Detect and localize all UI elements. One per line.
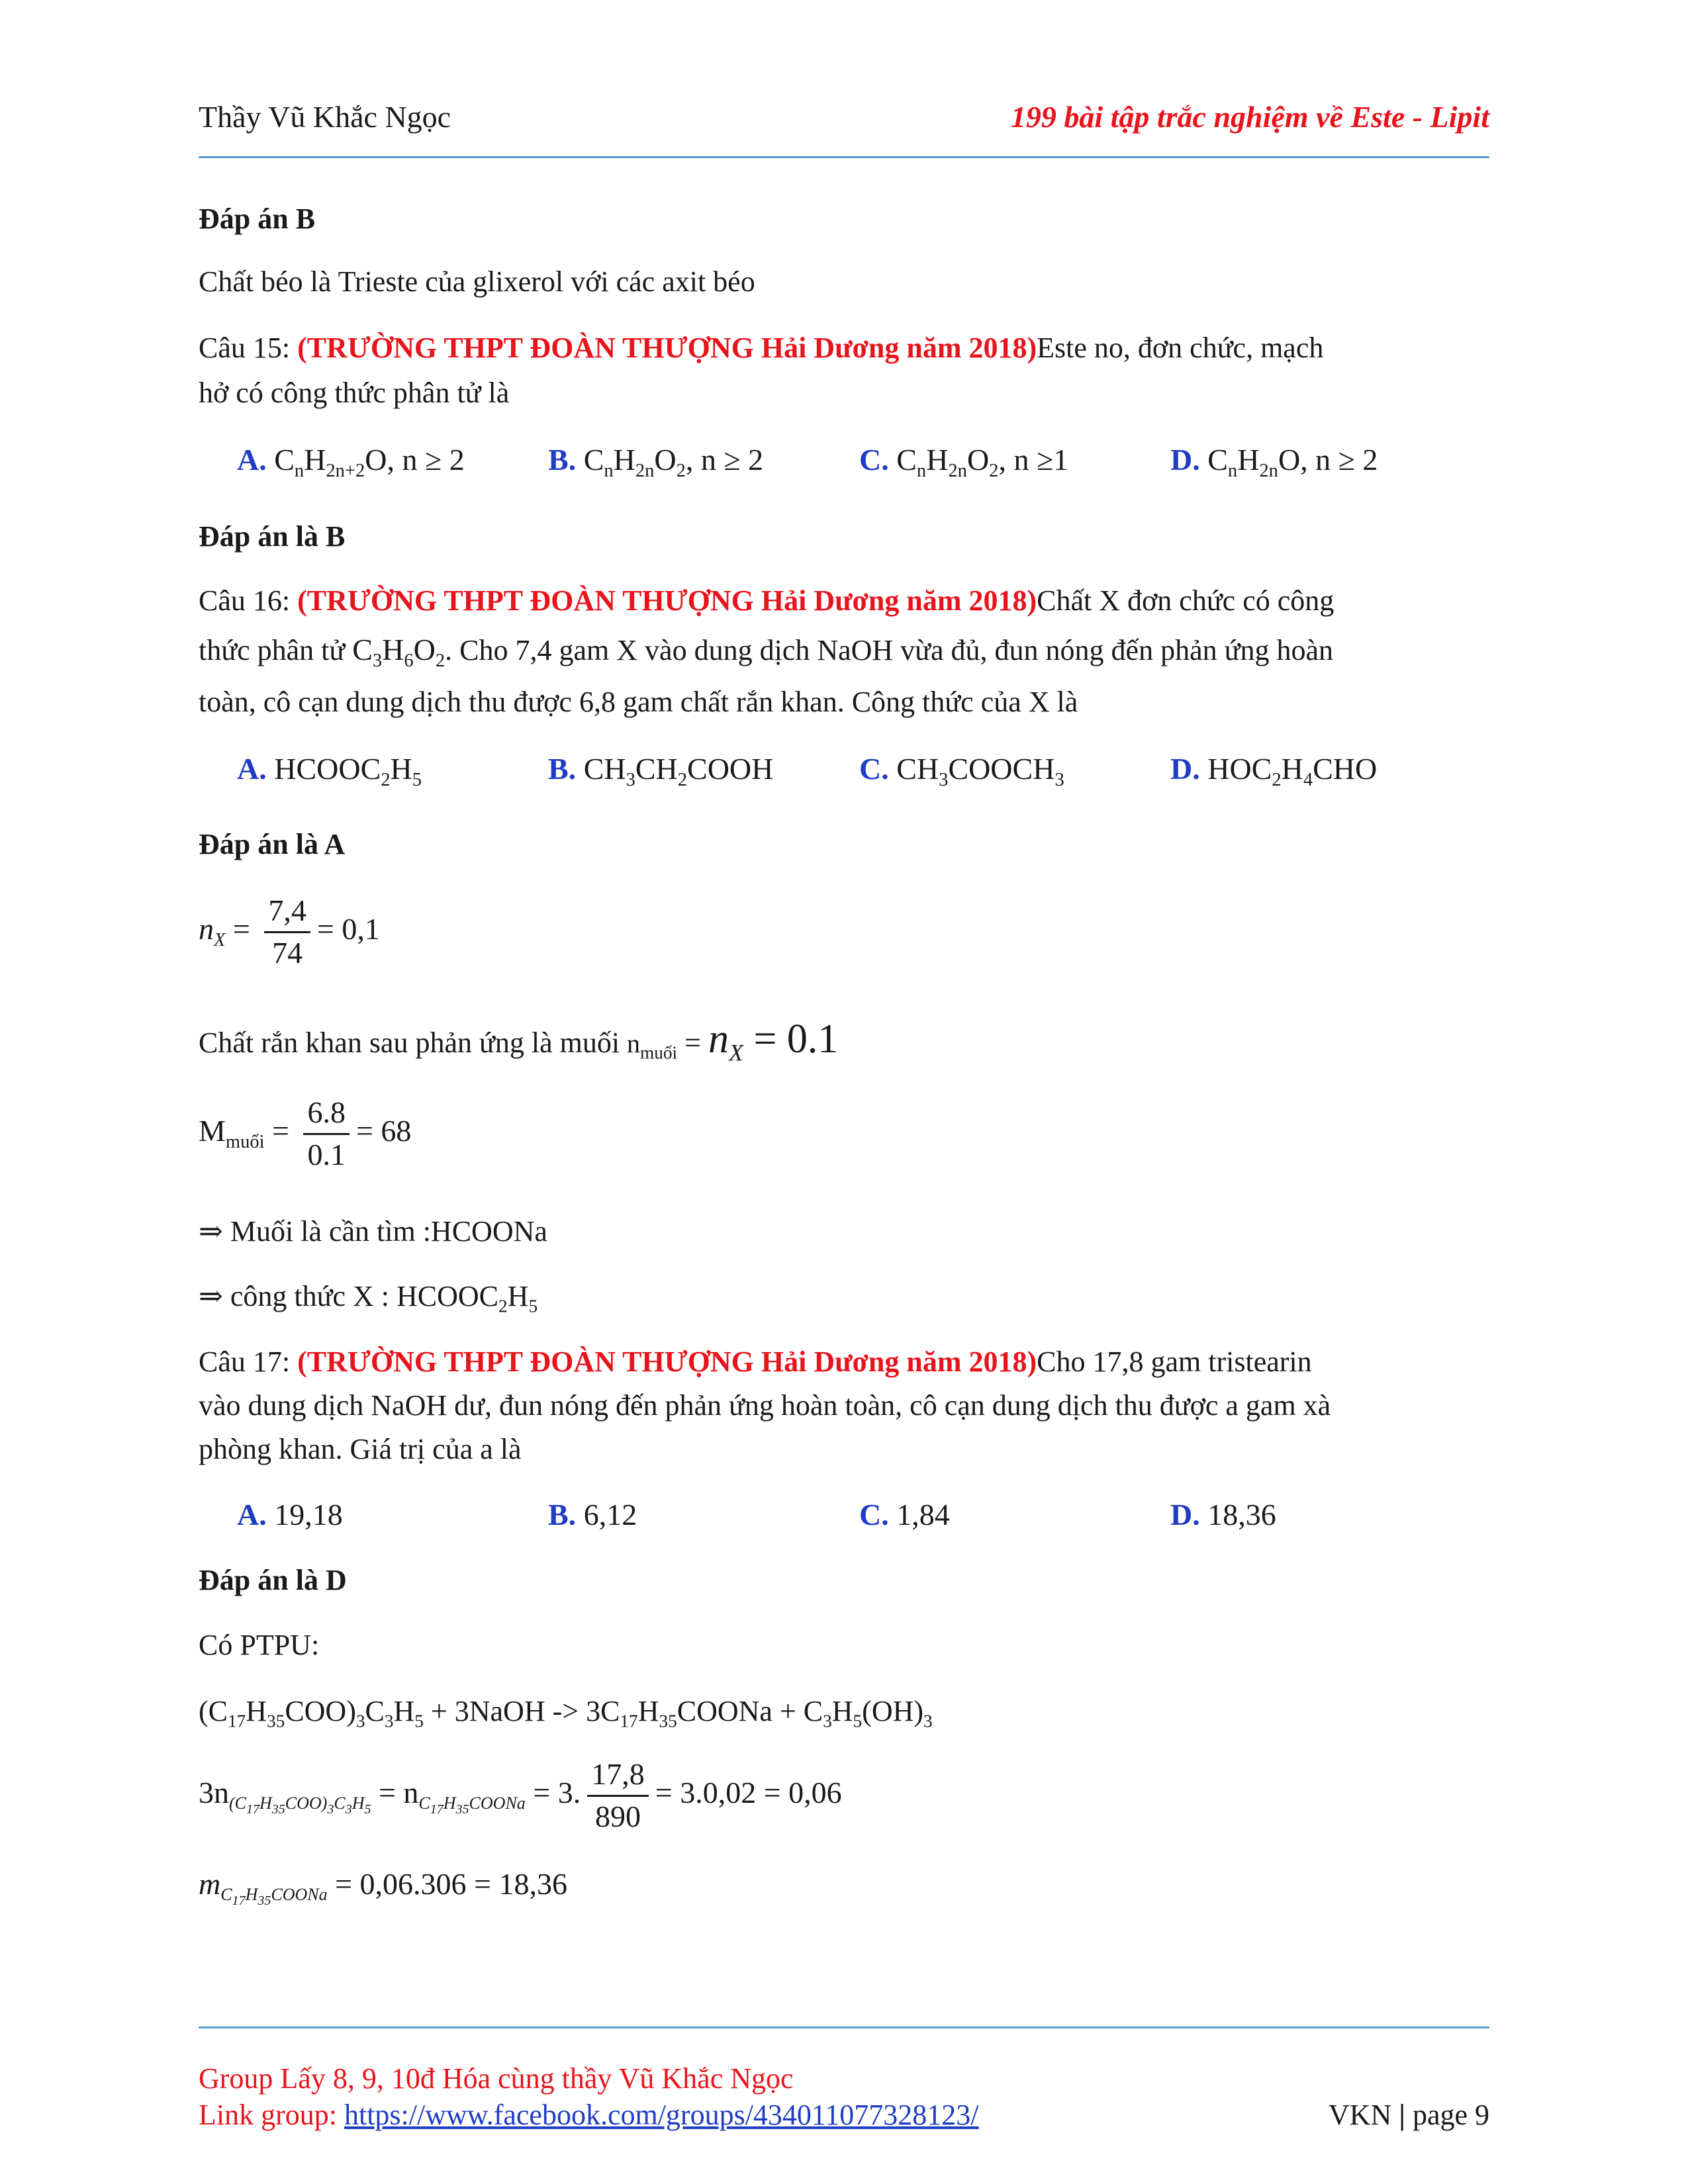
footer-link-line: Link group: https://www.facebook.com/groups/434011077328123/ (199, 2099, 979, 2131)
page-number: page 9 (1412, 2099, 1489, 2131)
question-15 (199, 331, 1323, 365)
question-text: Chất X đơn chức có công (1037, 584, 1335, 617)
conclusion-2: ⇒ công thức X : $HCOOC_2H_5$ (199, 1280, 538, 1316)
option-15-a[interactable]: A. $C_nH_{2n+2}O$, n ≥ 2 (237, 443, 465, 481)
option-17-c[interactable]: C. 1,84 (859, 1498, 950, 1531)
option-16-c[interactable]: C. $CH_3COOCH_3$ (859, 752, 1064, 790)
reaction-equation: $(C_{17}H_{35}COO)_3C_3H_5$ + 3NaOH -> $3C_{17}H_{35}COONa + C_3H_5(OH)_3$ (199, 1695, 933, 1731)
question-label: Câu 15: (199, 332, 298, 364)
option-16-d[interactable]: D. $HOC_2H_4CHO$ (1170, 752, 1378, 790)
question-16-line2: thức phân tử $C_3H_6O_2$. Cho 7,4 gam X vào dung dịch NaOH vừa đủ, đun nóng đến phản ứng hoàn (199, 633, 1333, 671)
answer-14: Đáp án B (199, 203, 316, 235)
ptpu-label: Có PTPU: (199, 1629, 320, 1661)
salt-line: Chất rắn khan sau phản ứng là muối $n_{muối} = n_X = 0.1$ (199, 1017, 839, 1066)
answer-16: Đáp án là A (199, 828, 346, 860)
question-17-line2: vào dung dịch NaOH dư, đun nóng đến phản ứng hoàn toàn, cô cạn dung dịch thu được a gam xà (199, 1389, 1331, 1422)
option-17-b[interactable]: B. 6,12 (548, 1498, 637, 1531)
question-source: (TRƯỜNG THPT ĐOÀN THƯỢNG Hải Dương năm 2018) (297, 1345, 1037, 1378)
footer-group: Group Lấy 8, 9, 10đ Hóa cùng thầy Vũ Khắc Ngọc (199, 2062, 794, 2095)
option-15-d[interactable]: D. $C_nH_{2n}O$, n ≥ 2 (1170, 443, 1378, 481)
header-author: Thầy Vũ Khắc Ngọc (199, 100, 451, 134)
question-16-line3: toàn, cô cạn dung dịch thu được 6,8 gam chất rắn khan. Công thức của X là (199, 686, 1078, 718)
question-text: Este no, đơn chức, mạch (1037, 332, 1324, 364)
header-divider (199, 156, 1489, 158)
equation-m-soap: $m_{C_{17}H_{35}COONa} = 0,06.306 = 18,36$ (199, 1867, 567, 1909)
option-16-b[interactable]: B. $CH_3CH_2COOH$ (548, 752, 774, 790)
explain-14: Chất béo là Trieste của glixerol với các axit béo (199, 265, 755, 298)
question-source: (TRƯỜNG THPT ĐOÀN THƯỢNG Hải Dương năm 2018) (297, 332, 1037, 364)
option-16-a[interactable]: A. $HCOOC_2H_5$ (237, 752, 422, 790)
question-17 (199, 1345, 1312, 1379)
option-15-b[interactable]: B. $C_nH_{2n}O_2$, n ≥ 2 (548, 443, 764, 481)
conclusion-1: ⇒ Muối là cần tìm :HCOONa (199, 1215, 547, 1248)
option-17-a[interactable]: A. 19,18 (237, 1498, 343, 1531)
question-source: (TRƯỜNG THPT ĐOÀN THƯỢNG Hải Dương năm 2018) (297, 584, 1037, 617)
answer-15: Đáp án là B (199, 520, 346, 553)
group-link[interactable]: https://www.facebook.com/groups/434011077328123/ (344, 2099, 979, 2131)
equation-m: $M_{muối}$ = $\frac{6.8}{0.1}$ = 68 (199, 1095, 412, 1171)
equation-3n: $3n_{(C_{17}H_{35}COO)_3C_3H_5} = n_{C_{17}H_{35}COONa} = 3$. $\frac{17,8}{890}$ = 3.0,02 = 0,06 (199, 1757, 842, 1833)
answer-17: Đáp án là D (199, 1564, 347, 1596)
footer-divider (199, 2026, 1489, 2028)
option-17-d[interactable]: D. 18,36 (1170, 1498, 1276, 1531)
equation-nx: $n_X$ = $\frac{7,4}{74}$ = 0,1 (199, 893, 380, 970)
question-label: Câu 16: (199, 584, 298, 617)
implies-icon: ⇒ (199, 1280, 223, 1312)
header-title: 199 bài tập trắc nghiệm về Este - Lipit (1010, 100, 1489, 134)
question-16 (199, 584, 1334, 617)
question-label: Câu 17: (199, 1345, 298, 1378)
question-15-line2: hở có công thức phân tử là (199, 377, 510, 409)
option-15-c[interactable]: C. $C_nH_{2n}O_2$, n ≥1 (859, 443, 1069, 481)
question-text: Cho 17,8 gam tristearin (1037, 1345, 1312, 1378)
page-indicator: VKN | page 9 (1328, 2099, 1489, 2131)
question-17-line3: phòng khan. Giá trị của a là (199, 1433, 522, 1465)
implies-icon: ⇒ (199, 1215, 223, 1248)
